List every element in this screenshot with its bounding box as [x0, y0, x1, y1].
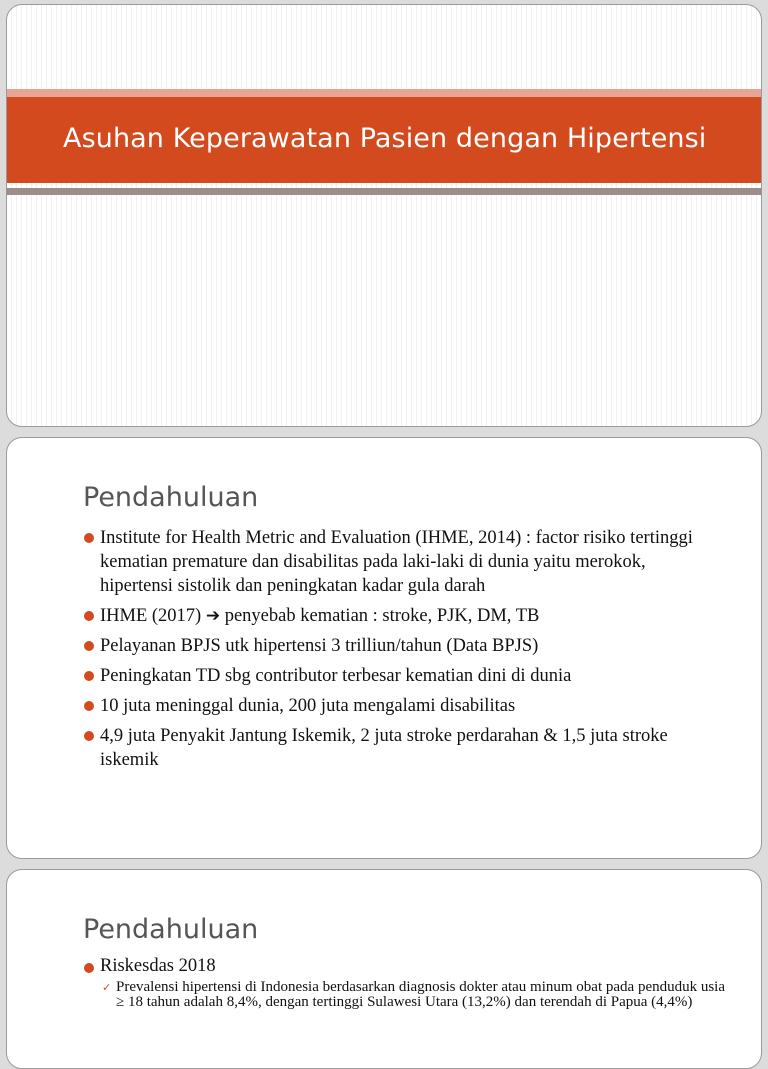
- bullet-dot-icon: [84, 671, 94, 681]
- bullet-dot-icon: [84, 641, 94, 651]
- sub-list-item: [100, 980, 736, 1010]
- bullet-text: Pelayanan BPJS utk hipertensi 3 trilliun/tahun (Data BPJS): [100, 636, 539, 656]
- title-band-accent-line: [7, 89, 761, 97]
- sub-bullet-list: [100, 979, 726, 1010]
- slide-heading: Pendahuluan: [83, 914, 259, 945]
- bullet-list: [83, 956, 726, 1012]
- bullet-text: 4,9 juta Penyakit Jantung Iskemik, 2 juta stroke perdarahan & 1,5 juta stroke iskemik: [100, 726, 668, 770]
- title-band-divider: [7, 188, 761, 195]
- sub-bullet-text: Prevalensi hipertensi di Indonesia berdasarkan diagnosis dokter atau minum obat pada penduduk usia ≥ 18 tahun adalah 8,4%, dengan tertinggi Sulawesi Utara (13,2%) dan terendah di Papua (4,4%): [116, 979, 726, 1010]
- bullet-dot-icon: [84, 533, 94, 543]
- slide-title: Asuhan Keperawatan Pasien dengan Hipertensi: [63, 123, 707, 154]
- list-item: [83, 634, 713, 658]
- list-item: [83, 526, 713, 598]
- content-slide-1: [6, 437, 762, 859]
- title-slide: [6, 4, 762, 427]
- bullet-text: Institute for Health Metric and Evaluation (IHME, 2014) : factor risiko tertinggi kematian premature dan disabilitas pada laki-laki di dunia yaitu merokok, hipertensi sistolik dan peningkatan kadar gula darah: [100, 528, 693, 596]
- bullet-dot-icon: [84, 611, 94, 621]
- bullet-dot-icon: [84, 731, 94, 741]
- bullet-dot-icon: [84, 963, 94, 973]
- list-item: [83, 604, 713, 628]
- slide-heading: Pendahuluan: [83, 482, 259, 513]
- list-item: [83, 694, 713, 718]
- bullet-dot-icon: [84, 701, 94, 711]
- bullet-list: [83, 526, 713, 778]
- bullet-text: penyebab kematian : stroke, PJK, DM, TB: [224, 606, 540, 626]
- bullet-text: Peningkatan TD sbg contributor terbesar kematian dini di dunia: [100, 666, 572, 686]
- checkmark-icon: ✓: [102, 981, 112, 994]
- bullet-text: 10 juta meninggal dunia, 200 juta mengalami disabilitas: [100, 696, 516, 716]
- content-slide-2: [6, 869, 762, 1069]
- list-item: [83, 664, 713, 688]
- bullet-text: IHME (2017): [100, 606, 202, 626]
- list-item: [83, 724, 713, 772]
- right-arrow-icon: ➔: [205, 606, 221, 626]
- list-item: [83, 956, 726, 1010]
- bullet-text: Riskesdas 2018: [100, 956, 216, 976]
